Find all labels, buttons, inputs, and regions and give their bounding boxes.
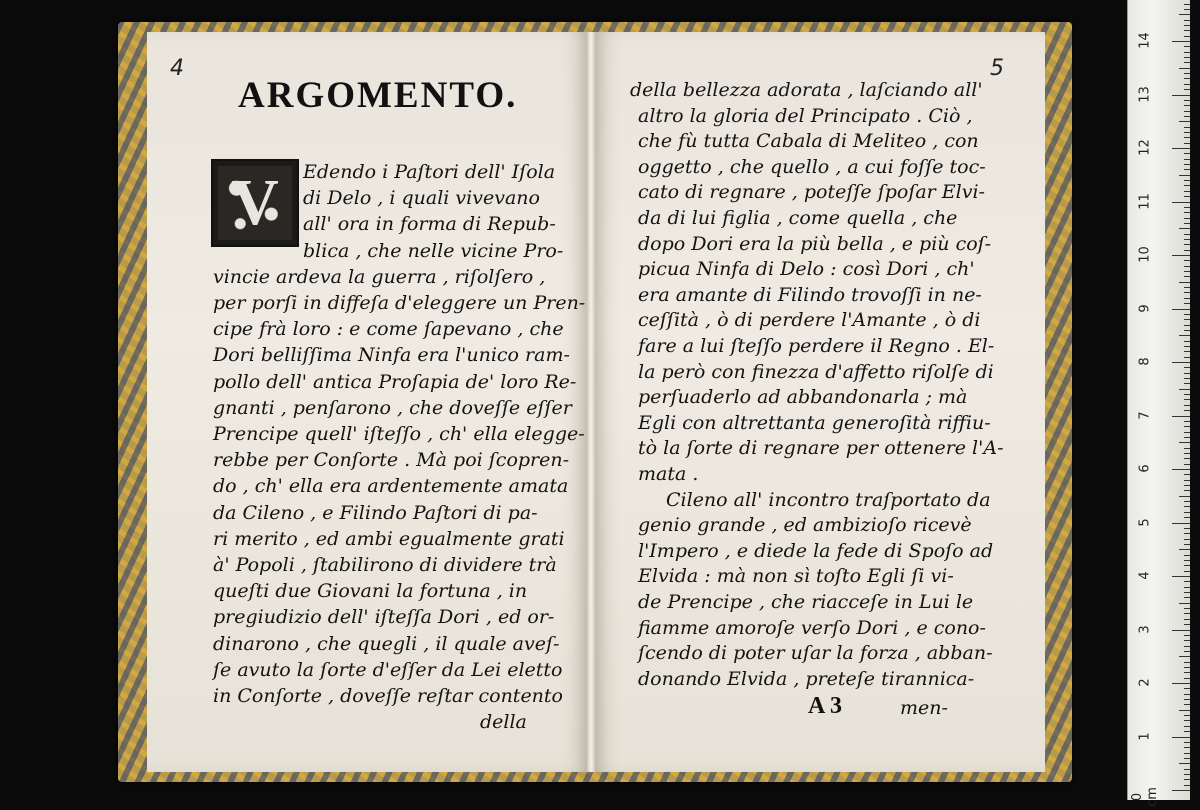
ruler-number: 10 bbox=[1137, 246, 1153, 263]
ruler-tick bbox=[1184, 52, 1190, 53]
text-line: Dori belliſſima Ninfa era l'unico ram- bbox=[213, 344, 570, 367]
ruler-tick bbox=[1184, 758, 1190, 759]
text-line: della bellezza adorata , laſciando all' bbox=[630, 79, 983, 101]
text-line: picua Ninfa di Delo : così Dori , ch' bbox=[638, 258, 975, 281]
text-line: di Delo , i quali vivevano bbox=[303, 187, 540, 210]
ruler-tick bbox=[1184, 667, 1190, 668]
ruler-number: 12 bbox=[1137, 139, 1153, 156]
ruler-tick bbox=[1184, 143, 1190, 144]
ruler-tick bbox=[1184, 688, 1190, 689]
ruler-number: 5 bbox=[1137, 517, 1153, 527]
text-line: pollo dell' antica Proſapia de' loro Re- bbox=[213, 370, 577, 393]
ruler-tick bbox=[1184, 357, 1190, 358]
ruler-tick bbox=[1184, 753, 1190, 754]
signature-mark: A 3 bbox=[808, 693, 843, 719]
ruler-tick bbox=[1172, 95, 1190, 96]
ruler-tick bbox=[1184, 36, 1190, 37]
text-line: in Conſorte , doveſſe reſtar contento bbox=[213, 685, 563, 707]
ruler-tick bbox=[1184, 78, 1190, 79]
ruler-tick bbox=[1172, 737, 1190, 738]
ruler-tick bbox=[1184, 619, 1190, 620]
ruler-tick bbox=[1172, 309, 1190, 310]
text-line: Prencipe quell' iſteſſo , ch' ella elegge- bbox=[213, 423, 585, 445]
ruler-tick bbox=[1184, 726, 1190, 727]
ruler-number: 9 bbox=[1137, 303, 1153, 313]
ruler-tick bbox=[1184, 20, 1190, 21]
ruler-tick bbox=[1184, 747, 1190, 748]
catchword: men- bbox=[900, 697, 948, 719]
ruler-tick bbox=[1172, 41, 1190, 42]
ruler-tick bbox=[1184, 169, 1190, 170]
decorated-initial bbox=[211, 159, 299, 247]
ruler-tick bbox=[1179, 442, 1190, 443]
ruler-tick bbox=[1172, 683, 1190, 684]
ruler-tick bbox=[1184, 212, 1190, 213]
ruler-tick bbox=[1184, 651, 1190, 652]
ruler-tick bbox=[1184, 287, 1190, 288]
right-folio-number: 5 bbox=[990, 56, 1004, 81]
page-heading: ARGOMENTO. bbox=[238, 75, 518, 116]
ruler-tick bbox=[1184, 111, 1190, 112]
ruler-tick bbox=[1184, 159, 1190, 160]
ruler-tick bbox=[1184, 555, 1190, 556]
text-line: la però con finezza d'affetto riſolſe di bbox=[638, 360, 994, 383]
text-line: Edendo i Paſtori dell' Iſola bbox=[303, 161, 556, 183]
ruler-tick bbox=[1184, 239, 1190, 240]
book-gutter bbox=[587, 32, 595, 772]
ruler-tick bbox=[1184, 565, 1190, 566]
text-line: queſti due Giovani la fortuna , in bbox=[213, 580, 528, 603]
ruler-tick bbox=[1184, 437, 1190, 438]
ruler-tick bbox=[1184, 678, 1190, 679]
text-line: l'Impero , e diede la fede di Spoſo ad bbox=[638, 539, 994, 562]
ruler-tick bbox=[1184, 571, 1190, 572]
ruler-tick bbox=[1172, 148, 1190, 149]
text-line: de Prencipe , che riacceſe in Lui le bbox=[638, 591, 974, 613]
ruler-tick bbox=[1184, 116, 1190, 117]
ruler-tick bbox=[1184, 672, 1190, 673]
text-line: ſe avuto la ſorte d'eſſer da Lei eletto bbox=[213, 658, 563, 681]
ruler-tick bbox=[1184, 250, 1190, 251]
ruler-tick bbox=[1184, 779, 1190, 780]
ruler-tick bbox=[1184, 699, 1190, 700]
ruler-number: 8 bbox=[1137, 357, 1153, 366]
ruler-tick bbox=[1184, 769, 1190, 770]
ruler-tick bbox=[1184, 298, 1190, 299]
ruler-tick bbox=[1184, 266, 1190, 267]
initial-letter: V bbox=[231, 166, 279, 239]
text-line: dopo Dori era la più bella , e più coſ- bbox=[638, 232, 992, 255]
ruler-tick bbox=[1184, 319, 1190, 320]
text-line: ri merito , ed ambi egualmente grati bbox=[213, 527, 565, 550]
ruler-tick bbox=[1184, 608, 1190, 609]
ruler-tick bbox=[1184, 207, 1190, 208]
ruler-tick bbox=[1184, 57, 1190, 58]
ruler-tick bbox=[1184, 73, 1190, 74]
ruler-number: 11 bbox=[1137, 192, 1153, 210]
ruler-tick bbox=[1179, 14, 1190, 15]
ruler-tick bbox=[1184, 410, 1190, 411]
ruler-tick bbox=[1184, 399, 1190, 400]
ruler-tick bbox=[1184, 458, 1190, 459]
ruler-tick bbox=[1184, 501, 1190, 502]
ruler-number: 3 bbox=[1137, 624, 1153, 634]
ruler-tick bbox=[1184, 341, 1190, 342]
ruler-tick bbox=[1184, 383, 1190, 384]
text-line: Cileno all' incontro traſportato da bbox=[666, 488, 991, 511]
ruler-number: 0 cm bbox=[1130, 787, 1160, 807]
text-line: Egli con altrettanta generoſità riffiu- bbox=[638, 411, 991, 434]
ruler-tick bbox=[1172, 523, 1190, 524]
ruler-tick bbox=[1172, 416, 1190, 417]
ruler-tick bbox=[1184, 785, 1190, 786]
text-line: genio grande , ed ambizioſo ricevè bbox=[638, 514, 972, 537]
ruler-tick bbox=[1184, 624, 1190, 625]
ruler-number: 6 bbox=[1137, 464, 1153, 473]
ruler-tick bbox=[1184, 517, 1190, 518]
ruler-tick bbox=[1184, 448, 1190, 449]
ruler-tick bbox=[1184, 613, 1190, 614]
ruler-tick bbox=[1184, 662, 1190, 663]
ruler-number: 2 bbox=[1137, 678, 1153, 687]
text-line: oggetto , che quello , a cui foſſe toc- bbox=[638, 155, 986, 178]
text-line: fare a lui ſteſſo perdere il Regno . El- bbox=[638, 335, 995, 357]
text-line: donando Elvida , preteſe tirannica- bbox=[638, 667, 975, 690]
text-line: ſcendo di poter uſar la forza , abban- bbox=[638, 642, 993, 665]
text-line: cato di regnare , poteſſe ſpoſar Elvi- bbox=[638, 181, 985, 204]
measurement-ruler bbox=[1127, 0, 1190, 807]
ruler-tick bbox=[1184, 325, 1190, 326]
ruler-tick bbox=[1184, 196, 1190, 197]
text-line: che fù tutta Cabala di Meliteo , con bbox=[638, 130, 979, 153]
ruler-tick bbox=[1184, 46, 1190, 47]
ruler-tick bbox=[1179, 549, 1190, 550]
text-line: mata . bbox=[638, 463, 699, 485]
ruler-tick bbox=[1184, 544, 1190, 545]
ruler-tick bbox=[1184, 720, 1190, 721]
ruler-tick bbox=[1184, 378, 1190, 379]
ruler-tick bbox=[1179, 603, 1190, 604]
text-line: Elvida : mà non sì toſto Egli ſi vi- bbox=[638, 565, 954, 588]
ruler-tick bbox=[1184, 303, 1190, 304]
ruler-tick bbox=[1184, 30, 1190, 31]
ruler-tick bbox=[1172, 202, 1190, 203]
ruler-tick bbox=[1184, 490, 1190, 491]
ruler-tick bbox=[1184, 244, 1190, 245]
ruler-tick bbox=[1184, 351, 1190, 352]
ruler-tick bbox=[1184, 373, 1190, 374]
ruler-tick bbox=[1184, 506, 1190, 507]
ruler-tick bbox=[1172, 469, 1190, 470]
ruler-tick bbox=[1179, 710, 1190, 711]
ruler-tick bbox=[1184, 528, 1190, 529]
ruler-tick bbox=[1179, 335, 1190, 336]
ruler-number: 1 bbox=[1137, 731, 1153, 741]
ruler-tick bbox=[1184, 421, 1190, 422]
text-line: per porſi in diffeſa d'eleggere un Pren- bbox=[213, 292, 586, 314]
ruler-tick bbox=[1184, 581, 1190, 582]
text-line: tò la ſorte di regnare per ottenere l'A- bbox=[638, 437, 1004, 460]
ruler-tick bbox=[1184, 25, 1190, 26]
ruler-tick bbox=[1184, 480, 1190, 481]
ruler-tick bbox=[1184, 474, 1190, 475]
ruler-tick bbox=[1184, 105, 1190, 106]
text-line: ceſſità , ò di perdere l'Amante , ò di bbox=[638, 309, 981, 332]
ruler-tick bbox=[1184, 260, 1190, 261]
text-line: altro la gloria del Principato . Ciò , bbox=[638, 104, 973, 127]
ruler-tick bbox=[1184, 367, 1190, 368]
ruler-tick bbox=[1184, 533, 1190, 534]
ruler-tick bbox=[1184, 276, 1190, 277]
ruler-tick bbox=[1184, 560, 1190, 561]
ruler-number: 4 bbox=[1137, 571, 1153, 580]
ruler-tick bbox=[1184, 100, 1190, 101]
ruler-tick bbox=[1184, 218, 1190, 219]
text-line: fiamme amoroſe verſo Dori , e cono- bbox=[638, 616, 986, 639]
ruler-tick bbox=[1184, 432, 1190, 433]
ruler-tick bbox=[1184, 223, 1190, 224]
ruler-tick bbox=[1184, 464, 1190, 465]
text-line: da Cileno , e Filindo Paſtori di pa- bbox=[213, 501, 538, 524]
ruler-tick bbox=[1184, 635, 1190, 636]
text-line: cipe frà loro : e come ſapevano , che bbox=[213, 318, 564, 341]
ruler-tick bbox=[1184, 640, 1190, 641]
ruler-tick bbox=[1184, 4, 1190, 5]
ruler-tick bbox=[1172, 630, 1190, 631]
ruler-number: 13 bbox=[1137, 85, 1153, 103]
ruler-tick bbox=[1184, 292, 1190, 293]
ruler-tick bbox=[1184, 453, 1190, 454]
ruler-tick bbox=[1179, 121, 1190, 122]
left-folio-number: 4 bbox=[170, 56, 184, 81]
ruler-tick bbox=[1184, 164, 1190, 165]
ruler-tick bbox=[1184, 592, 1190, 593]
ruler-tick bbox=[1184, 597, 1190, 598]
text-line: da di lui figlia , come quella , che bbox=[638, 207, 958, 229]
ruler-tick bbox=[1184, 137, 1190, 138]
ruler-tick bbox=[1179, 68, 1190, 69]
ruler-tick bbox=[1184, 9, 1190, 10]
ruler-tick bbox=[1184, 185, 1190, 186]
ruler-tick bbox=[1184, 191, 1190, 192]
text-line: perſuaderlo ad abbandonarla ; mà bbox=[638, 386, 968, 409]
ruler-tick bbox=[1172, 790, 1190, 791]
ruler-tick bbox=[1184, 646, 1190, 647]
ruler-tick bbox=[1184, 539, 1190, 540]
ruler-tick bbox=[1184, 485, 1190, 486]
ruler-tick bbox=[1172, 576, 1190, 577]
text-line: do , ch' ella era ardentemente amata bbox=[213, 475, 569, 498]
ruler-tick bbox=[1184, 89, 1190, 90]
ruler-tick bbox=[1172, 255, 1190, 256]
ruler-tick bbox=[1179, 282, 1190, 283]
text-line: pregiudizio dell' iſteſſa Dori , ed or- bbox=[213, 606, 555, 629]
ruler-tick bbox=[1184, 394, 1190, 395]
ruler-tick bbox=[1184, 127, 1190, 128]
ruler-tick bbox=[1184, 62, 1190, 63]
ruler-tick bbox=[1172, 362, 1190, 363]
ruler-tick bbox=[1179, 389, 1190, 390]
text-line: blica , che nelle vicine Pro- bbox=[303, 239, 564, 262]
text-line: à' Popoli , ſtabilirono di dividere trà bbox=[213, 554, 557, 576]
ruler-tick bbox=[1179, 228, 1190, 229]
text-line: vincie ardeva la guerra , riſolſero , bbox=[213, 265, 546, 288]
ruler-tick bbox=[1184, 180, 1190, 181]
ruler-tick bbox=[1184, 346, 1190, 347]
ruler-tick bbox=[1184, 704, 1190, 705]
ruler-number: 7 bbox=[1137, 410, 1153, 420]
ruler-tick bbox=[1184, 132, 1190, 133]
ruler-tick bbox=[1179, 763, 1190, 764]
ruler-tick bbox=[1179, 656, 1190, 657]
ruler-tick bbox=[1184, 271, 1190, 272]
ruler-tick bbox=[1184, 405, 1190, 406]
ruler-tick bbox=[1184, 234, 1190, 235]
text-line: rebbe per Conſorte . Mà poi ſcopren- bbox=[213, 449, 570, 472]
text-line: dinarono , che quegli , il quale aveſ- bbox=[213, 632, 560, 655]
ruler-tick bbox=[1184, 330, 1190, 331]
ruler-tick bbox=[1184, 715, 1190, 716]
ruler-tick bbox=[1184, 587, 1190, 588]
text-line: era amante di Filindo trovoſſi in ne- bbox=[638, 283, 982, 306]
ruler-tick bbox=[1184, 314, 1190, 315]
text-line: all' ora in forma di Repub- bbox=[303, 213, 556, 236]
ruler-number: 14 bbox=[1137, 32, 1153, 49]
text-line: della bbox=[480, 711, 527, 734]
ruler-tick bbox=[1184, 742, 1190, 743]
ruler-tick bbox=[1184, 731, 1190, 732]
ruler-tick bbox=[1184, 512, 1190, 513]
text-line: gnanti , penſarono , che doveſſe eſſer bbox=[213, 396, 572, 419]
ruler-tick bbox=[1184, 84, 1190, 85]
ruler-tick bbox=[1179, 496, 1190, 497]
ruler-tick bbox=[1184, 426, 1190, 427]
ruler-tick bbox=[1184, 774, 1190, 775]
ruler-tick bbox=[1179, 175, 1190, 176]
ruler-tick bbox=[1184, 694, 1190, 695]
ruler-tick bbox=[1184, 153, 1190, 154]
